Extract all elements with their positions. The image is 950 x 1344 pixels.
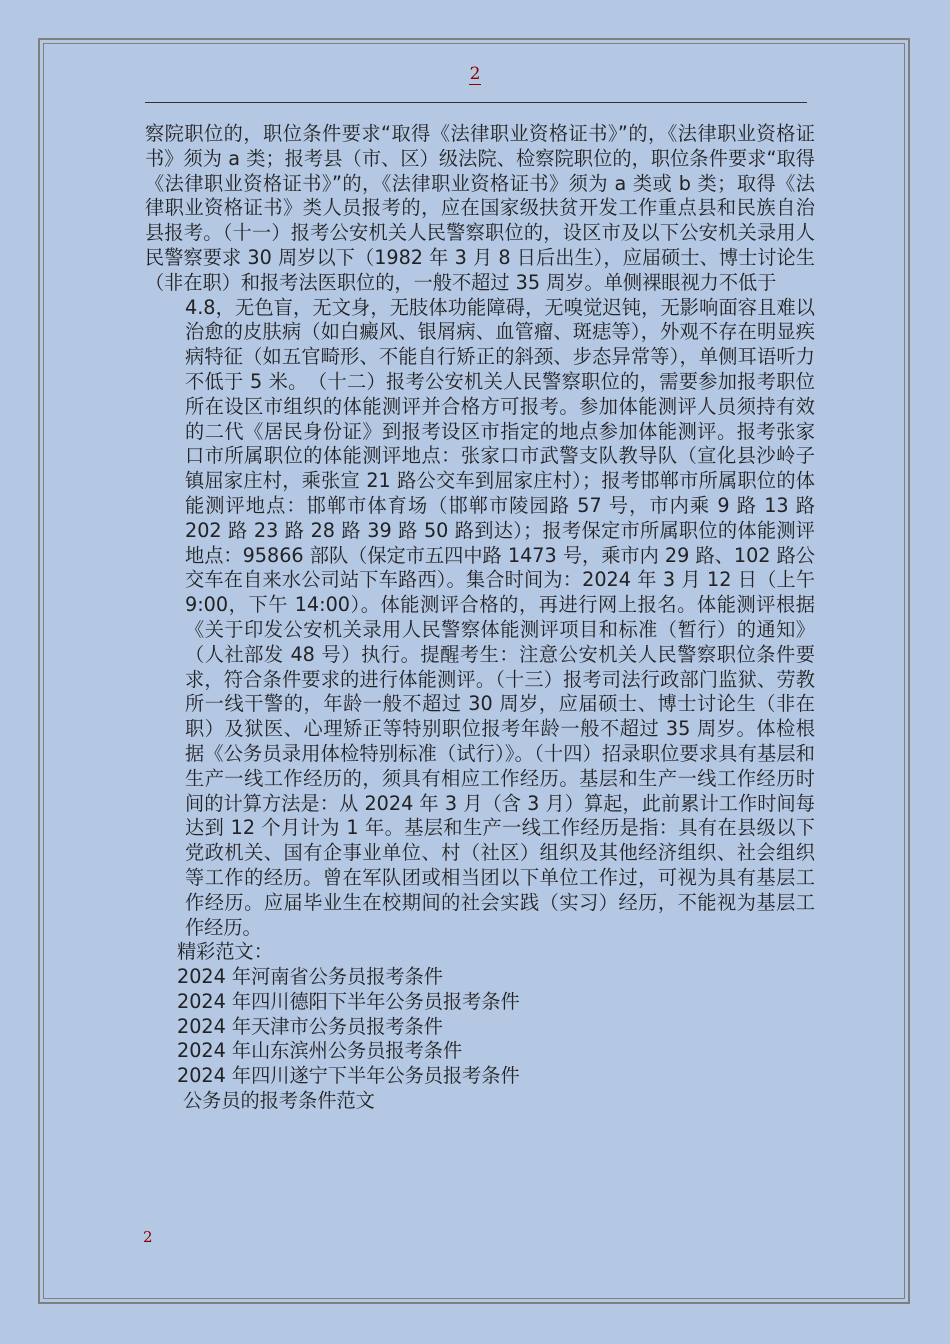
header-page-number-text: 2 [469,64,481,84]
related-link[interactable]: 2024 年四川遂宁下半年公务员报考条件 [177,1064,520,1088]
footer-page-number: 2 [143,1228,153,1246]
header-rule [145,102,807,103]
related-heading: 精彩范文： [177,940,273,964]
related-list [145,965,815,1114]
related-link[interactable]: 2024 年河南省公务员报考条件 [177,965,443,989]
related-link[interactable]: 2024 年山东滨州公务员报考条件 [177,1039,463,1063]
related-link[interactable]: 2024 年四川德阳下半年公务员报考条件 [177,989,520,1013]
paragraph-2: 4.8，无色盲，无文身，无肢体功能障碍，无嗅觉迟钝，无影响面容且难以治愈的皮肤病（如白癜风、银屑病、血管瘤、斑痣等），外观不存在明显疾病特征（如五官畸形、不能自行矫正的斜颈、步态异常等），单侧耳语听力不低于 5 米。 （十二）报考公安机关人民警察职位的，需要参加报考职位所在设区市组织的体能测评并合格方可报考。参加体能测评人员须持有效的二代《居民身份证》到报考设区市指定的地点参加体能测评。报考张家口市所属职位的体能测评地点：张家口市武警支队教导队（宣化县沙岭子镇屈家庄村，乘张宣 21 路公交车到屈家庄村）；报考邯郸市所属职位的体能测评地点：邯郸市体育场（邯郸市陵园路 57 号，市内乘 9 路 13 路 202 路 23 路 28 路 39 路 50 路到达）；报考保定市所属职位的体能测评地点：95866 部队（保定市五四中路 1473 号，乘市内 29 路、102 路公交车在自来水公司站下车路西）。集合时间为：2024 年 3 月 12 日（上午 9:00，下午 14:00）。体能测评合格的，再进行网上报名。体能测评根据《关于印发公安机关录用人民警察体能测评项目和标准（暂行）的通知》（人社部发 48 号）执行。提醒考生：注意公安机关人民警察职位条件要求，符合条件要求的进行体能测评。（十三）报考司法行政部门监狱、劳教所一线干警的，年龄一般不超过 30 周岁，应届硕士、博士讨论生（非在职）及狱医、心理矫正等特别职位报考年龄一般不超过 35 周岁。体检根据《公务员录用体检特别标准（试行）》。（十四）招录职位要求具有基层和生产一线工作经历的，须具有相应工作经历。基层和生产一线工作经历时间的计算方法是：从 2024 年 3 月（含 3 月）算起，此前累计工作时间每达到 12 个月计为 1 年。基层和生产一线工作经历是指：具有在县级以下党政机关、国有企事业单位、村（社区）组织及其他经济组织、社会组织等工作的经历。曾在军队团或相当团以下单位工作过，可视为具有基层工作经历。应届毕业生在校期间的社会实践（实习）经历，不能视为基层工作经历。 [185,295,815,939]
header-page-number [0,64,950,84]
paragraph-1: 察院职位的，职位条件要求“取得《法律职业资格证书》”的，《法律职业资格证书》须为 a 类；报考县（市、区）级法院、检察院职位的，职位条件要求“取得《法律职业资格证书》”的，《法律职业资格证书》须为 a 类或 b 类；取得《法律职业资格证书》类人员报考的，应在国家级扶贫开发工作重点县和民族自治县报考。（十一）报考公安机关人民警察职位的，设区市及以下公安机关录用人民警察要求 30 周岁以下（1982 年 3 月 8 日后出生），应届硕士、博士讨论生（非在职）和报考法医职位的，一般不超过 35 周岁。单侧裸眼视力不低于 [145,122,815,294]
document-body [145,122,815,1114]
related-link[interactable]: 公务员的报考条件范文 [183,1089,375,1113]
related-link[interactable]: 2024 年天津市公务员报考条件 [177,1014,443,1038]
